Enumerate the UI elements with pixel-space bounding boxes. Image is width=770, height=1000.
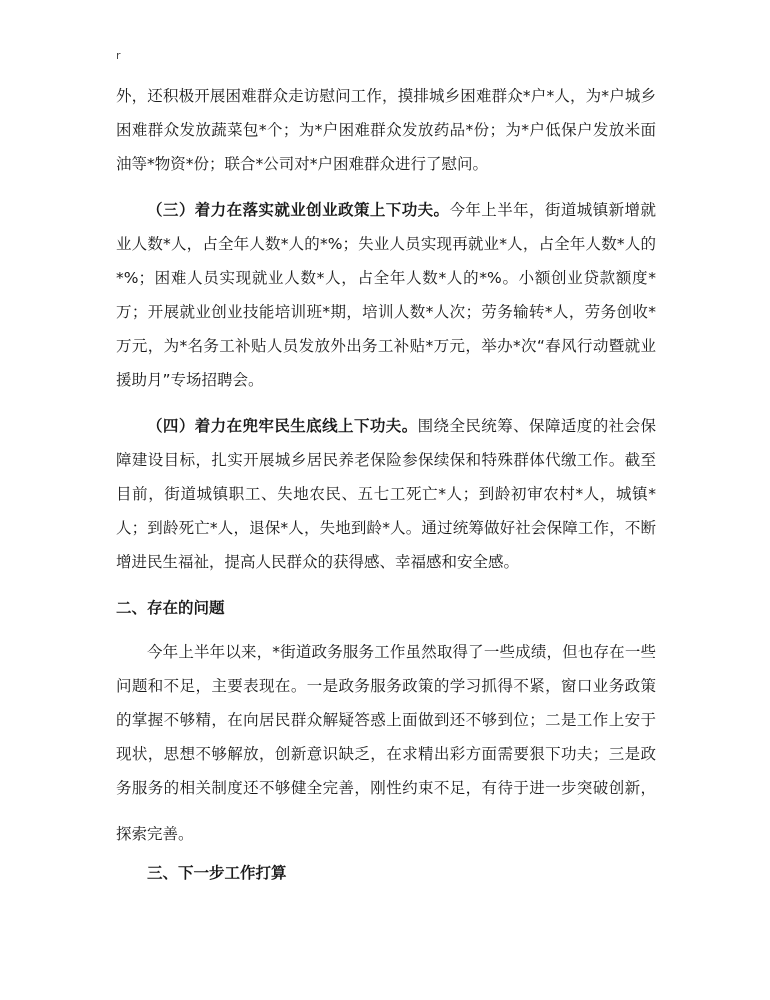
paragraph-4-line: 务服务的相关制度还不够健全完善，刚性约束不足，有待于进一步突破创新， (116, 779, 656, 797)
paragraph-3-first-line (147, 414, 656, 438)
paragraph-3-line: 人；到龄死亡*人，退保*人，失地到龄*人。通过统筹做好社会保障工作，不断 (116, 519, 656, 537)
paragraph-2-line: 万元，为*名务工补贴人员发放外出务工补贴*万元，举办*次“春风行动暨就业 (116, 337, 656, 355)
paragraph-3-lead-heading: （四）着力在兜牢民生底线上下功夫。 (147, 417, 418, 435)
paragraph-1-line: 外，还积极开展困难群众走访慰问工作，摸排城乡困难群众*户*人，为*户城乡 (116, 87, 656, 105)
section-heading-next-steps: 三、下一步工作打算 (147, 864, 287, 882)
paragraph-3-line: 障建设目标，扎实开展城乡居民养老保险参保续保和特殊群体代缴工作。截至 (116, 451, 656, 469)
paragraph-4-line: 问题和不足，主要表现在。一是政务服务政策的学习抓得不紧，窗口业务政策 (116, 677, 656, 695)
paragraph-2-line: 援助月”专场招聘会。 (116, 371, 264, 389)
paragraph-4-line: 今年上半年以来，*街道政务服务工作虽然取得了一些成绩，但也存在一些 (147, 643, 656, 661)
section-heading-problems: 二、存在的问题 (116, 599, 225, 617)
paragraph-2-first-line (147, 198, 656, 222)
paragraph-2-line: 万；开展就业创业技能培训班*期，培训人数*人次；劳务输转*人，劳务创收* (116, 303, 656, 321)
paragraph-3-first-text: 围绕全民统筹、保障适度的社会保 (417, 417, 656, 435)
paragraph-2-first-text: 今年上半年，街道城镇新增就 (449, 201, 656, 219)
paragraph-1-line: 油等*物资*份；联合*公司对*户困难群众进行了慰问。 (116, 155, 489, 173)
paragraph-2-line: 业人数*人，占全年人数*人的*%；失业人员实现再就业*人，占全年人数*人的 (116, 235, 656, 253)
paragraph-4-line: 现状，思想不够解放，创新意识缺乏，在求精出彩方面需要狠下功夫；三是政 (116, 745, 656, 763)
paragraph-4-line: 探索完善。 (116, 825, 194, 843)
page-corner-mark: r (116, 49, 121, 62)
paragraph-2-line: *%；困难人员实现就业人数*人，占全年人数*人的*%。小额创业贷款额度* (116, 269, 656, 287)
paragraph-2-lead-heading: （三）着力在落实就业创业政策上下功夫。 (147, 201, 450, 219)
paragraph-4-line: 的掌握不够精，在向居民群众解疑答惑上面做到还不够到位；二是工作上安于 (116, 711, 656, 729)
paragraph-3-line: 目前，街道城镇职工、失地农民、五七工死亡*人；到龄初审农村*人，城镇* (116, 485, 656, 503)
paragraph-1-line: 困难群众发放蔬菜包*个；为*户困难群众发放药品*份；为*户低保户发放米面 (116, 121, 656, 139)
paragraph-3-line: 增进民生福祉，提高人民群众的获得感、幸福感和安全感。 (116, 553, 520, 571)
